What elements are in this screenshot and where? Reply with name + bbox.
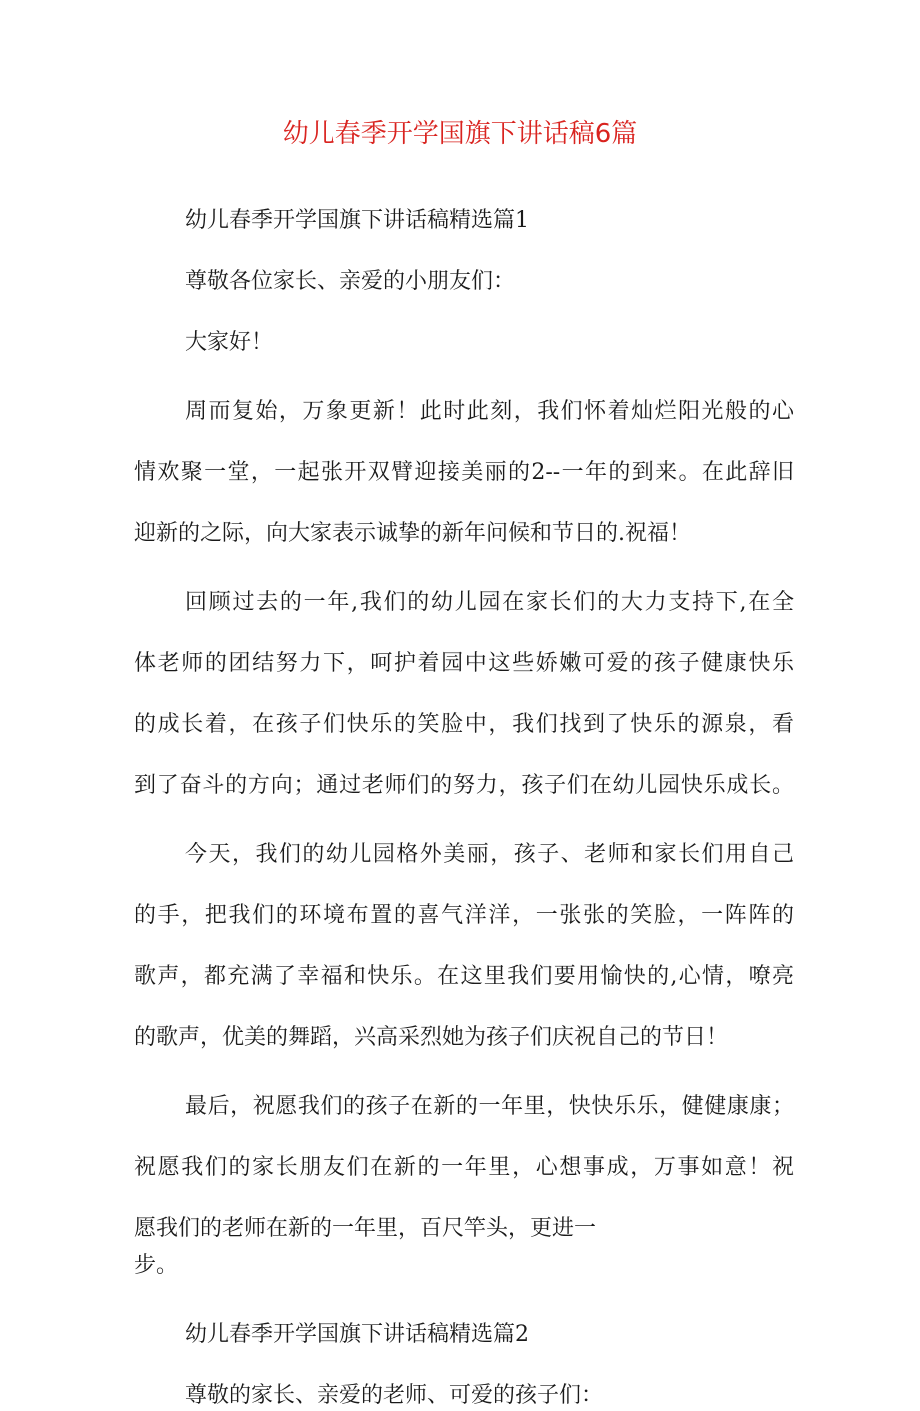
section-heading-1: 幼儿春季开学国旗下讲话稿精选篇1 <box>185 208 529 233</box>
document-body <box>134 206 794 1411</box>
paragraph-2-line-3: 的成长着，在孩子们快乐的笑脸中，我们找到了快乐的源泉，看 <box>134 712 794 737</box>
salutation-1: 尊敬各位家长、亲爱的小朋友们： <box>185 269 516 294</box>
paragraph-3-line-1: 今天，我们的幼儿园格外美丽，孩子、老师和家长们用自己 <box>185 842 794 867</box>
salutation-2: 尊敬的家长、亲爱的老师、可爱的孩子们： <box>185 1383 604 1408</box>
paragraph-3-line-3: 歌声，都充满了幸福和快乐。在这里我们要用愉快的,心情，嘹亮 <box>134 964 794 989</box>
paragraph-4-line-3: 愿我们的老师在新的一年里，百尺竿头，更进一 <box>134 1216 597 1241</box>
paragraph-3-line-2: 的手，把我们的环境布置的喜气洋洋，一张张的笑脸，一阵阵的 <box>134 903 794 928</box>
paragraph-4-line-1: 最后，祝愿我们的孩子在新的一年里，快快乐乐，健健康康； <box>185 1094 794 1119</box>
document-title: 幼儿春季开学国旗下讲话稿6篇 <box>282 119 638 149</box>
greeting: 大家好！ <box>185 330 274 355</box>
paragraph-2-line-4: 到了奋斗的方向；通过老师们的努力，孩子们在幼儿园快乐成长。 <box>134 773 794 798</box>
paragraph-1-line-1: 周而复始，万象更新！此时此刻，我们怀着灿烂阳光般的心 <box>185 399 794 424</box>
paragraph-3-line-4: 的歌声，优美的舞蹈，兴高采烈她为孩子们庆祝自己的节日！ <box>134 1025 729 1050</box>
paragraph-1-line-3: 迎新的之际，向大家表示诚挚的新年问候和节日的.祝福！ <box>134 521 691 546</box>
paragraph-2-line-2: 体老师的团结努力下，呵护着园中这些娇嫩可爱的孩子健康快乐 <box>134 651 794 676</box>
paragraph-4-line-4: 步。 <box>134 1253 179 1278</box>
paragraph-2-line-1: 回顾过去的一年,我们的幼儿园在家长们的大力支持下,在全 <box>185 590 794 615</box>
section-heading-2: 幼儿春季开学国旗下讲话稿精选篇2 <box>185 1322 529 1347</box>
paragraph-4-line-2: 祝愿我们的家长朋友们在新的一年里，心想事成，万事如意！祝 <box>134 1155 794 1180</box>
paragraph-1-line-2: 情欢聚一堂，一起张开双臂迎接美丽的2--一年的到来。在此辞旧 <box>134 460 794 485</box>
